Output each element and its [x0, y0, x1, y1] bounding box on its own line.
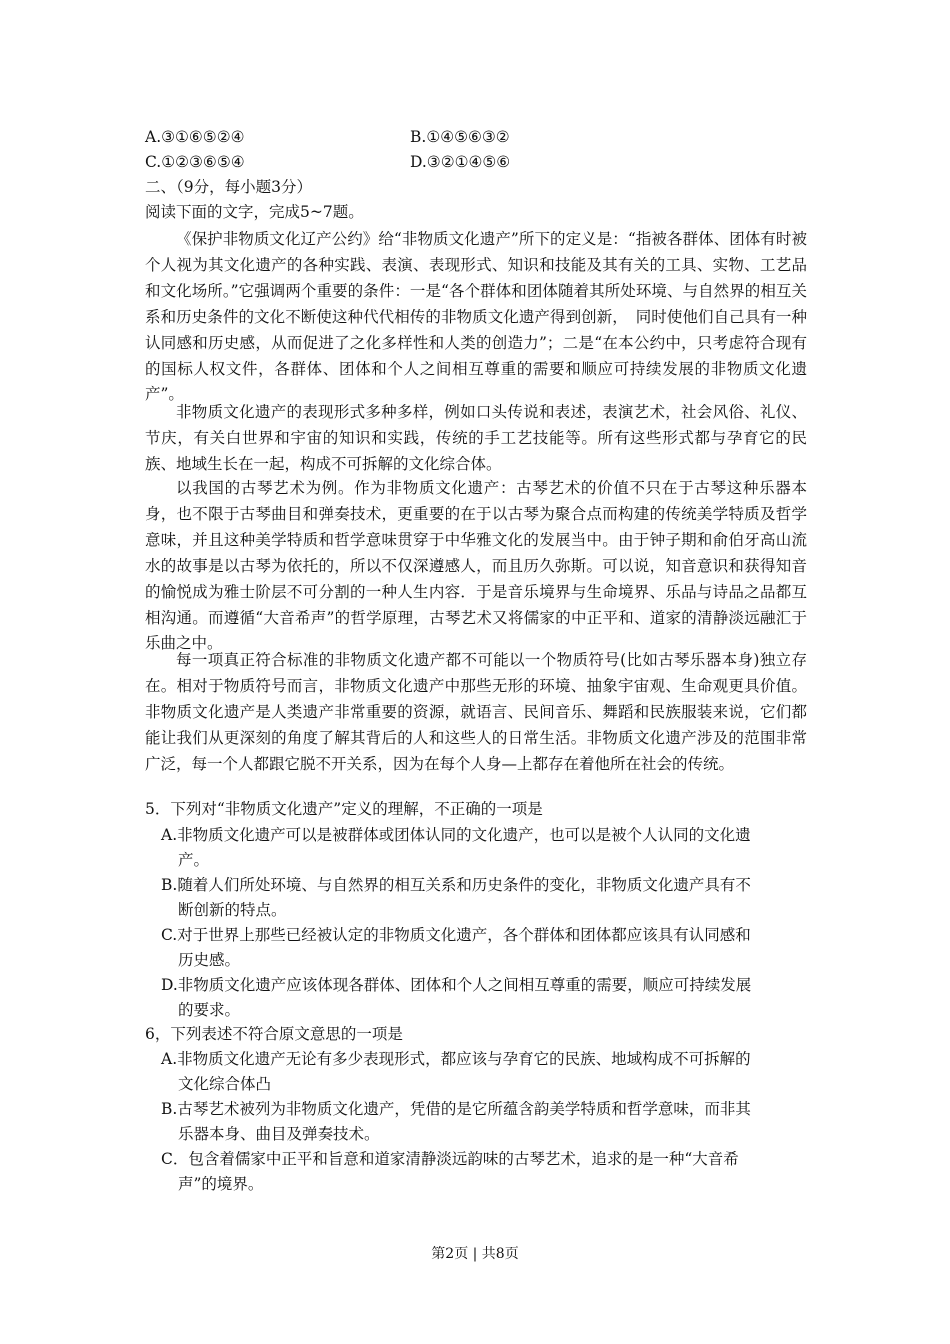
q6-option-c-cont: 声”的境界。 — [178, 1175, 264, 1193]
q5-option-d-cont: 的要求。 — [178, 1001, 241, 1019]
section-heading: 二、（9分，每小题3分） — [145, 178, 312, 196]
q6-option-c: C．包含着儒家中正平和旨意和道家清静淡远韵味的古琴艺术，追求的是一种“大音希 — [161, 1150, 739, 1168]
choice-d: D.③②①④⑤⑥ — [410, 153, 511, 171]
passage-paragraph-3: 以我国的古琴艺术为例。作为非物质文化遗产：古琴艺术的价值不只在于古琴这种乐器本身，也不限于古琴曲目和弹奏技术，更重要的在于以古琴为聚合点而构建的传统美学特质及哲学意味，并且这种美学特质和哲学意味贯穿于中华雅文化的发展当中。由于钟子期和俞伯牙高山流水的故事是以古琴为依托的，所以不仅深遵感人，而且历久弥斯。可以说，知音意识和获得知音的愉悦成为雅士阶层不可分割的一种人生内容．于是音乐境界与生命境界、乐品与诗品之品都互相沟通。而遵循“大音希声”的哲学原理，古琴艺术又将儒家的中正平和、道家的清静淡远融汇于乐曲之中。 — [145, 479, 807, 653]
q6-option-b-cont: 乐器本身、曲目及弹奏技术。 — [178, 1125, 380, 1143]
question-5-stem: 5．下列对“非物质文化遗产”定义的理解，不正确的一项是 — [145, 800, 543, 818]
q5-option-d: D.非物质文化遗产应该体现各群体、团体和个人之间相互尊重的需要，顺应可持续发展 — [161, 976, 752, 994]
q5-option-c: C.对于世界上那些已经被认定的非物质文化遗产，各个群体和团体都应该具有认同感和 — [161, 926, 751, 944]
q5-option-a-cont: 产。 — [178, 851, 210, 869]
question-6-stem: 6，下列表述不符合原文意思的一项是 — [145, 1025, 403, 1043]
q5-option-a: A.非物质文化遗产可以是被群体或团体认同的文化遗产，也可以是被个人认同的文化遗 — [161, 826, 751, 844]
passage-paragraph-1: 《保护非物质文化辽产公约》给“非物质文化遗产”所下的定义是：“指被各群体、团体有时被个人视为其文化遗产的各种实践、表演、表现形式、知识和技能及其有关的工具、实物、工艺品和文化场所。”它强调两个重要的条件：一是“各个群体和团体随着其所处环境、与自然界的相互关系和历史条件的文化不断使这种代代相传的非物质文化遗产得到创新， 同时使他们自己具有一种认同感和历史感，从而促进了之化多样性和人类的创造力”；二是“在本公约中，只考虑符合现有的国标人权文件，各群体、团体和个人之间相互尊重的需要和顺应可持续发展的非物质文化遗产”。 — [145, 230, 807, 404]
section-instruction: 阅读下面的文字，完成5~7题。 — [145, 203, 364, 221]
passage-paragraph-4: 每一项真正符合标准的非物质文化遗产都不可能以一个物质符号(比如古琴乐器本身)独立存在。相对于物质符号而言，非物质文化遗产中那些无形的环境、抽象宇宙观、生命观更具价值。非物质文化遗产是人类遗产非常重要的资源，就语言、民间音乐、舞蹈和民族服装来说，它们都能让我们从更深刻的角度了解其背后的人和这些人的日常生活。非物质文化遗产涉及的范围非常广泛，每一个人都跟它脱不开关系，因为在每个人身—上都存在着他所在社会的传统。 — [145, 651, 807, 773]
q5-option-c-cont: 历史感。 — [178, 951, 241, 969]
q6-option-a: A.非物质文化遗产无论有多少表现形式，都应该与孕育它的民族、地域构成不可拆解的 — [161, 1050, 751, 1068]
passage-paragraph-2: 非物质文化遗产的表现形式多种多样，例如口头传说和表述，表演艺术，社会风俗、礼仪、节庆，有关白世界和宇宙的知识和实践，传统的手工艺技能等。所有这些形式都与孕育它的民族、地域生长在一起，构成不可拆解的文化综合体。 — [145, 403, 807, 473]
q6-option-b: B.古琴艺术被列为非物质文化遗产，凭借的是它所蕴含韵美学特质和哲学意味，而非其 — [161, 1100, 751, 1118]
choice-b: B.①④⑤⑥③② — [410, 128, 510, 146]
choice-c: C.①②③⑥⑤④ — [145, 153, 245, 171]
q5-option-b: B.随着人们所处环境、与自然界的相互关系和历史条件的变化，非物质文化遗产具有不 — [161, 876, 751, 894]
q6-option-a-cont: 文化综合体凸 — [178, 1075, 272, 1093]
q5-option-b-cont: 断创新的特点。 — [178, 901, 287, 919]
choice-a: A.③①⑥⑤②④ — [145, 128, 245, 146]
page-number: 第2页 | 共8页 — [431, 1246, 519, 1262]
